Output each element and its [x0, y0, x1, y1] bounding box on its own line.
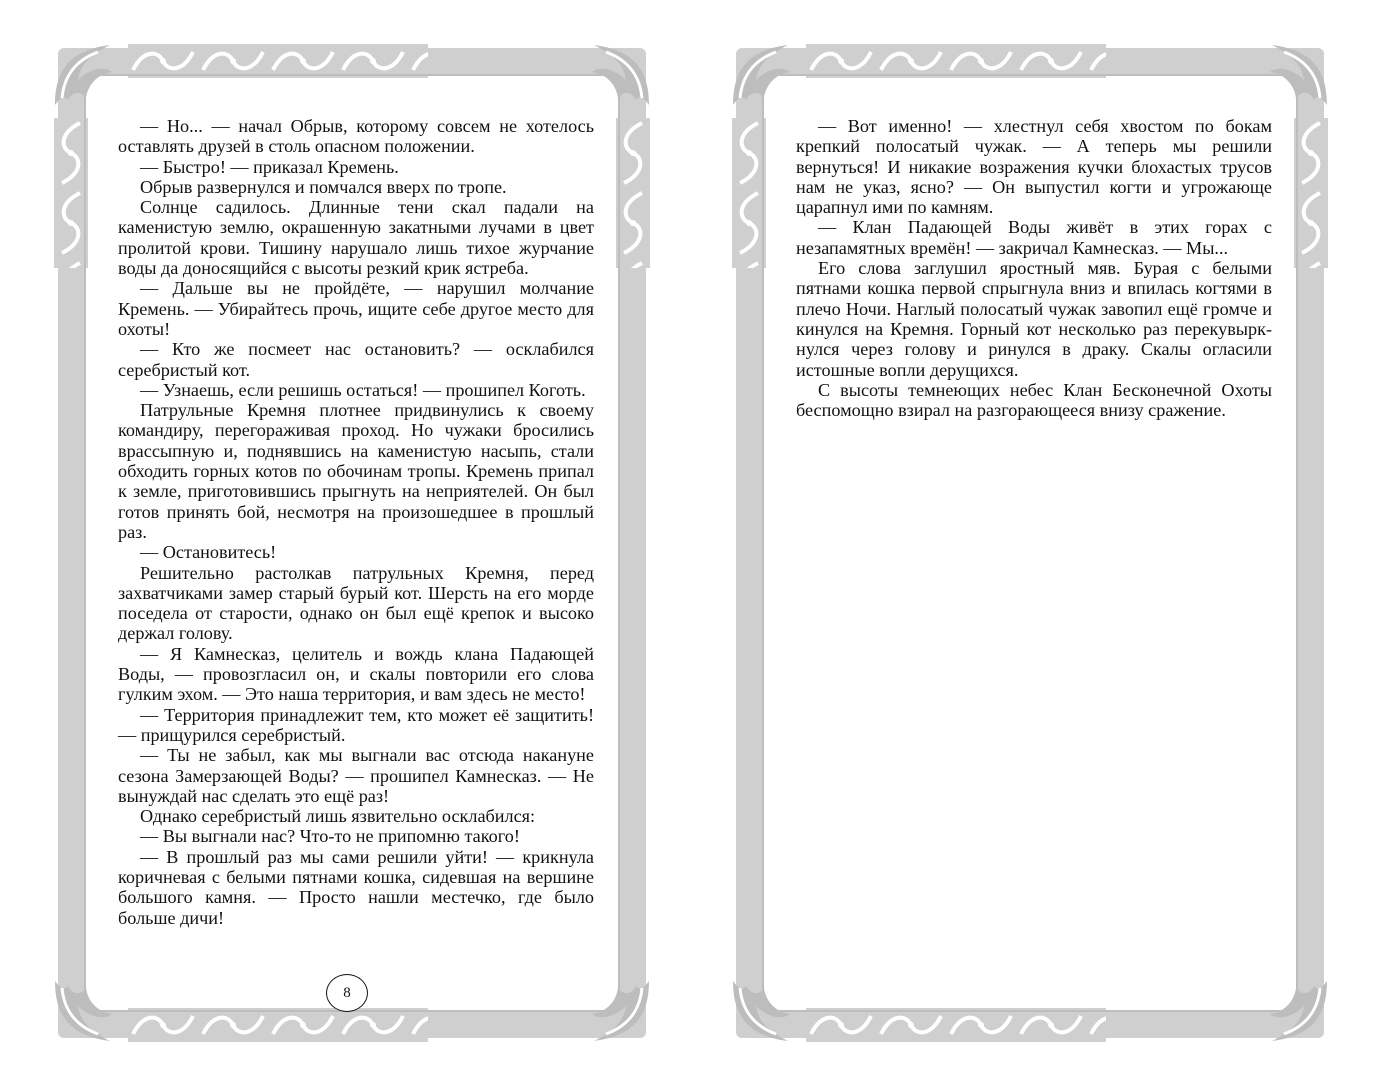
paragraph: Его слова заглушил яростный мяв. Бурая с белыми пятнами кошка первой спрыгнула вниз и впилась когтями в плечо Ночи. Наглый полосатый чужак завопил ещё громче и кинулся на Кремня. Горный кот несколько раз перекувыркнулся через голову и ринулся в драку. Скалы огласили истошные вопли дерущихся.: [796, 258, 1272, 380]
left-page-text: [118, 116, 594, 928]
paragraph: — В прошлый раз мы сами решили уйти! — крикнула коричневая с белыми пятнами кошка, сидевшая на вершине большого камня. — Просто нашли местечко, где было больше дичи!: [118, 846, 594, 928]
frame-ornament-right: [1294, 118, 1328, 268]
frame-ornament-left: [732, 118, 766, 268]
paragraph: — Кто же посмеет нас остановить? — осклабился серебристый кот.: [118, 339, 594, 380]
paragraph: Обрыв развернулся и помчался вверх по тропе.: [140, 176, 507, 197]
frame-ornament-right: [616, 118, 650, 268]
right-page-text: [796, 116, 1272, 420]
corner-ornament-icon: [584, 40, 654, 110]
paragraph: — Клан Падающей Воды живёт в этих горах с незапамятных времён! — закричал Камнесказ. — Мы...: [796, 217, 1272, 258]
paragraph: Однако серебристый лишь язвительно осклабился:: [140, 806, 536, 827]
frame-ornament-top: [806, 44, 1106, 78]
page-number: 8: [326, 974, 368, 1012]
paragraph: — Быстро! — приказал Кремень.: [140, 156, 399, 177]
paragraph: — Территория принадлежит тем, кто может её защитить! — прищурился серебристый.: [118, 704, 594, 745]
paragraph: — Вот именно! — хлестнул себя хвостом по бокам крепкий полосатый чужак. — А теперь мы решили вернуться! И никакие возражения кучки блохастых трусов нам не указ, ясно? — Он выпустил когти и угрожающе царапнул ими по камням.: [796, 116, 1272, 218]
paragraph: Солнце садилось. Длинные тени скал падали на каменистую землю, окрашенную закатными лучами в цвет пролитой крови. Тишину нарушало лишь тихое журчание воды да доносящийся с высоты резкий крик ястреба.: [118, 197, 594, 279]
frame-ornament-bottom: [128, 1008, 428, 1042]
paragraph: — Узнаешь, если решишь остаться! — прошипел Коготь.: [140, 379, 586, 400]
paragraph: — Дальше вы не пройдёте, — нарушил молчание Кремень. — Убирайтесь прочь, ищите себе другое место для охоты!: [118, 278, 594, 339]
paragraph: — Ты не забыл, как мы выгнали вас отсюда накануне сезона Замерзающей Воды? — прошипел Камнесказ. — Не вынуждай нас сделать это ещё раз!: [118, 745, 594, 806]
corner-ornament-icon: [50, 40, 120, 110]
frame-ornament-left: [54, 118, 88, 268]
corner-ornament-icon: [1262, 976, 1332, 1046]
corner-ornament-icon: [50, 976, 120, 1046]
paragraph: С высоты темнеющих небес Клан Бесконечной Охоты беспомощно взирал на разгорающееся внизу сражение.: [796, 379, 1272, 421]
right-page: [736, 48, 1324, 1038]
paragraph: — Вы выгнали нас? Что-то не припомню такого!: [140, 826, 520, 847]
paragraph: — Остановитесь!: [140, 542, 277, 563]
paragraph: — Но... — начал Обрыв, которому совсем не хотелось оставлять друзей в столь опасном положении.: [118, 116, 594, 157]
paragraph: — Я Камнесказ, целитель и вождь клана Падающей Воды, — провозгласил он, и скалы повторили его слова гулким эхом. — Это наша территория, и вам здесь не место!: [118, 643, 594, 705]
corner-ornament-icon: [584, 976, 654, 1046]
frame-ornament-bottom: [806, 1008, 1106, 1042]
corner-ornament-icon: [728, 40, 798, 110]
corner-ornament-icon: [728, 976, 798, 1046]
paragraph: Решительно растолкав патрульных Кремня, перед захватчиками замер старый бурый кот. Шерсть на его морде поседела от старости, однако он был ещё крепок и высоко держал голову.: [118, 562, 594, 644]
paragraph: Патрульные Кремня плотнее придвинулись к своему командиру, перегораживая проход. Но чужаки бросились врассыпную и, поднявшись на каменистую насыпь, стали обходить горных котов по обочинам тропы. Кремень припал к земле, приготовившись прыгнуть на неприятелей. Он был готов принять бой, несмотря на произошедшее в прошлый раз.: [118, 400, 594, 542]
corner-ornament-icon: [1262, 40, 1332, 110]
frame-ornament-top: [128, 44, 428, 78]
left-page: [58, 48, 646, 1038]
